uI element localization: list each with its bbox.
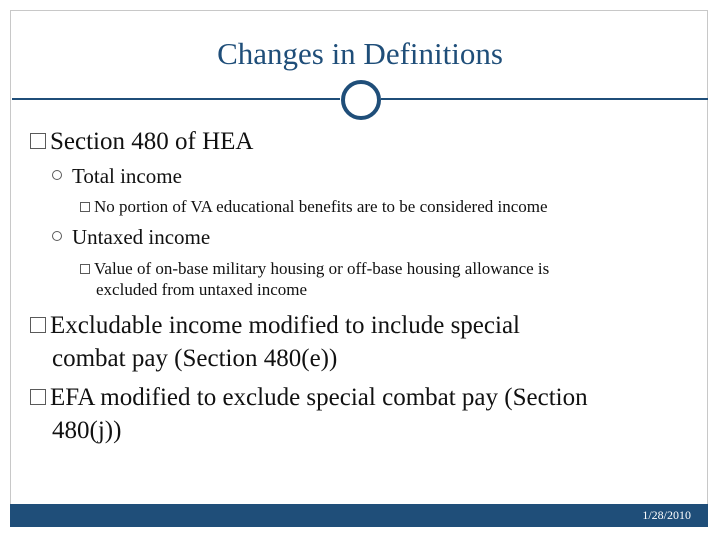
bullet-text: No portion of VA educational benefits are to be considered income — [94, 197, 548, 216]
title-divider-right — [381, 98, 708, 100]
bullet-total-income — [52, 164, 182, 188]
bullet-text: Untaxed income — [72, 225, 211, 249]
circle-bullet-icon — [52, 231, 62, 241]
bullet-line-2: combat pay (Section 480(e)) — [52, 345, 338, 372]
bullet-untaxed-income — [52, 225, 210, 249]
square-bullet-icon — [80, 264, 90, 274]
bullet-efa — [30, 383, 588, 445]
bullet-line-2: excluded from untaxed income — [96, 280, 308, 299]
bullet-line-1 — [80, 258, 670, 279]
bullet-line-2: 480(j)) — [52, 417, 122, 444]
bullet-va-benefits — [80, 196, 670, 217]
bullet-section-480 — [30, 127, 253, 156]
bullet-text: Section 480 of HEA — [50, 128, 254, 155]
square-bullet-icon — [30, 389, 46, 405]
bullet-text: EFA modified to exclude special combat pay (Section — [50, 384, 588, 411]
bullet-line-1 — [30, 311, 520, 340]
square-bullet-icon — [30, 133, 46, 149]
circle-bullet-icon — [52, 170, 62, 180]
bullet-line-1 — [30, 383, 588, 412]
footer-date: 1/28/2010 — [642, 508, 691, 522]
title-circle-ornament — [341, 80, 381, 120]
bullet-housing-allowance — [80, 258, 670, 300]
title-divider-left — [12, 98, 340, 100]
square-bullet-icon — [80, 202, 90, 212]
square-bullet-icon — [30, 317, 46, 333]
bullet-text: Total income — [72, 164, 182, 188]
slide-title: Changes in Definitions — [217, 36, 503, 71]
footer-bar — [10, 504, 708, 527]
bullet-text: Excludable income modified to include special — [50, 312, 520, 339]
bullet-text: Value of on-base military housing or off-base housing allowance is — [94, 259, 550, 278]
bullet-excludable-income — [30, 311, 520, 373]
